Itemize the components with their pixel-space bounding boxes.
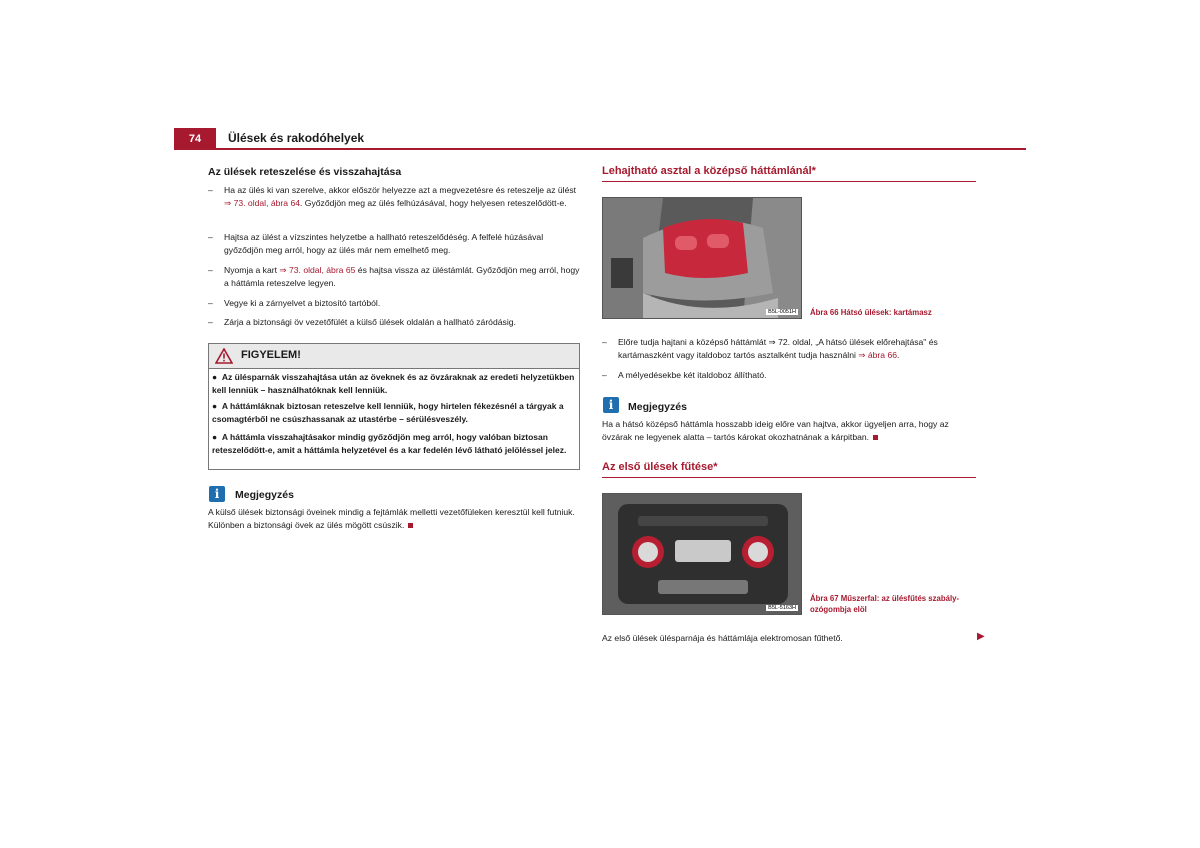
warning-text: A háttámláknak biztosan reteszelve kell lenniük, hogy hirtelen fékezésnél a tárgyak a csomagtérből ne csúszhassanak az utastérbe – sérülésveszély. xyxy=(212,401,564,424)
bullet: ● xyxy=(212,372,218,382)
list-item xyxy=(208,184,580,210)
page-link[interactable]: ⇒ 73. oldal, ábra 65 xyxy=(279,265,356,275)
section-rule xyxy=(602,181,976,182)
item-text: . Győződjön meg az ülés felhúzásával, hogy helyesen reteszelődött-e. xyxy=(300,198,567,208)
list-item xyxy=(602,336,978,362)
section-title: Az első ülések fűtése* xyxy=(602,461,718,473)
list-dash: – xyxy=(208,265,213,275)
warning-box xyxy=(208,343,580,470)
item-text: Zárja a biztonsági öv vezetőfülét a külső ülések oldalán a hallható záródásig. xyxy=(224,317,516,327)
armrest-illustration xyxy=(603,198,802,319)
page-number: 74 xyxy=(174,128,216,150)
warning-point xyxy=(212,431,576,457)
item-text: Előre tudja hajtani a középső háttámlát ⇒ 72. oldal, „A hátsó ülések előrehajtása" és kartámaszként vagy italdoboz tartós asztalként tudja használni xyxy=(618,337,938,360)
warning-header xyxy=(209,344,579,369)
chapter-title: Ülések és rakodóhelyek xyxy=(228,131,365,145)
warning-triangle-icon xyxy=(215,348,233,364)
warning-point xyxy=(212,400,576,426)
list-dash: – xyxy=(602,370,607,380)
item-text: A mélyedésekbe két italdoboz állítható. xyxy=(618,370,767,380)
figure-caption xyxy=(810,593,959,615)
warning-text: A háttámla visszahajtásakor mindig győződjön meg arról, hogy valóban biztosan reteszelődött-e, amit a háttámla helyzetével és a kar fedelén lévő látható jelöléssel jelez. xyxy=(212,432,567,455)
list-item xyxy=(208,231,580,257)
section-title: Lehajtható asztal a középső háttámlánál* xyxy=(602,165,816,177)
warning-title: FIGYELEM! xyxy=(241,349,301,361)
figure-caption: Ábra 66 Hátsó ülések: kartámasz xyxy=(810,308,932,317)
warning-text: Az ülésparnák visszahajtása után az öveknek és az övzáraknak az eredeti helyzetükben kell lenniük – használhatóknak kell lenniük. xyxy=(212,372,575,395)
item-text: Hajtsa az ülést a vízszintes helyzetbe a hallható reteszelődéség. A felfelé húzásával győződjön meg arról, hogy az ülés már nem emelhető meg. xyxy=(224,232,544,255)
section-heading: Az ülések reteszelése és visszahajtása xyxy=(208,166,402,178)
caption-line: ozógombja elöl xyxy=(810,605,867,614)
item-text: . xyxy=(897,350,900,360)
list-item xyxy=(208,297,580,310)
next-page-arrow-icon[interactable]: ▶ xyxy=(977,631,985,642)
list-item xyxy=(208,264,580,290)
end-marker-icon xyxy=(873,435,878,440)
note-title: Megjegyzés xyxy=(628,401,687,413)
page-link[interactable]: ⇒ 73. oldal, ábra 64 xyxy=(224,198,301,208)
note-text: A külső ülések biztonsági öveinek mindig a fejtámlák melletti vezetőfüleken keresztül kell futniuk. Különben a biztonsági övek az ülés mögött csúszik. xyxy=(208,507,575,530)
figure-code: B5L-5163H xyxy=(768,605,796,611)
list-item xyxy=(208,316,580,329)
list-dash: – xyxy=(208,185,213,195)
list-dash: – xyxy=(208,298,213,308)
bullet: ● xyxy=(212,432,218,442)
figure-code: B5L-0051H xyxy=(768,309,796,315)
bullet: ● xyxy=(212,401,218,411)
item-text: Nyomja a kart xyxy=(224,265,280,275)
note-title: Megjegyzés xyxy=(235,489,294,501)
info-icon: i xyxy=(603,397,619,413)
figure-armrest xyxy=(602,197,802,319)
section-rule xyxy=(602,477,976,478)
climate-panel-illustration xyxy=(603,494,802,615)
header-rule xyxy=(216,148,1026,150)
warning-point xyxy=(212,371,576,397)
item-text: és hajtsa vissza az üléstámlát. Győződjön meg arról, hogy a háttámla reteszelve legyen. xyxy=(224,265,580,288)
body-text: Az első ülések ülésparnája és háttámlája elektromosan fűthető. xyxy=(602,633,843,643)
item-text: Ha az ülés ki van szerelve, akkor először helyezze azt a megvezetésre és reteszelje az ülést xyxy=(224,185,577,195)
info-icon: i xyxy=(209,486,225,502)
note-text: Ha a hátsó középső háttámla hosszabb ideig előre van hajtva, akkor ügyeljen arra, hogy az övzárak ne legyenek alatta – tartós károkat okozhatnának a kárpitban. xyxy=(602,419,949,442)
figure-heater-controls xyxy=(602,493,802,615)
list-dash: – xyxy=(208,317,213,327)
figure-link[interactable]: ⇒ ábra 66 xyxy=(858,350,898,360)
end-marker-icon xyxy=(408,523,413,528)
caption-line: Ábra 67 Műszerfal: az ülésfűtés szabály- xyxy=(810,594,960,603)
list-dash: – xyxy=(208,232,213,242)
item-text: Vegye ki a zárnyelvet a biztosító tartóból. xyxy=(224,298,381,308)
list-item xyxy=(602,369,978,382)
list-dash: – xyxy=(602,337,607,347)
